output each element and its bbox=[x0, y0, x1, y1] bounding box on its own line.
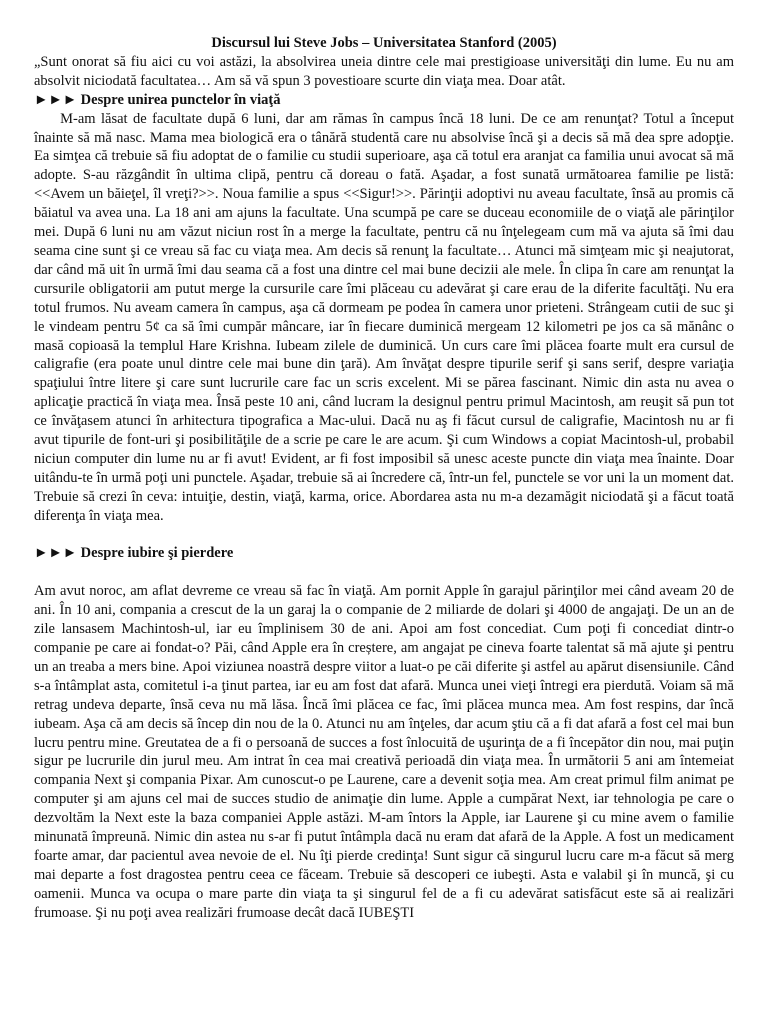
paragraph-spacer bbox=[34, 563, 734, 582]
document-title: Discursul lui Steve Jobs – Universitatea Stanford (2005) bbox=[211, 35, 557, 51]
intro-paragraph: „Sunt onorat să fiu aici cu voi astăzi, la absolvirea uneia dintre cele mai prestigioase universităţi din lume. Eu nu am absolvit niciodată facultatea… Am să vă spun 3 povestioare scurte din viaţa mea. Doar atât. bbox=[34, 53, 734, 89]
section-body-connecting-dots: M-am lăsat de facultate după 6 luni, dar am rămas în campus încă 18 luni. De ce am renunţat? Totul a început înainte să mă nasc. Mama mea biologică era o tânără studentă care nu absolvise încă şi a decis să mă dea spre adopţie. Ea simţea că trebuie să fiu adoptat de o familie cu studii superioare, aşa că totul era aranjat ca familia unui avocat să mă adopte. S-au răzgândit în ultima clipă, pentru că doreau o fată. Aşadar, a fost sunată următoarea familie pe listă: <<Avem un băieţel, îl vreţi?>>. Noua familie a spus <<Sigur!>>. Părinţii adoptivi nu aveau facultate, însă au promis că băiatul va avea una. La 18 ani am ajuns la facultate. Una scumpă pe care se duceau economiile de o viaţă ale părinţilor mei. După 6 luni nu am văzut niciun rost în a merge la facultate, pentru că nu înţelegeam cum mă va ajuta să îmi dau seama cine sunt şi ce vreau să fac cu viaţa mea. Am decis să renunţ la facultate… Atunci mă simţeam mic şi neajutorat, dar când mă uit în urmă îmi dau seama că a fost una dintre cel mai bune decizii ale mele. În clipa în care am renunţat la cursurile obligatorii am putut merge la cursurile care îmi plăceau cu adevărat şi care erau de la diferite facultăţi. Nu era totul frumos. Nu aveam camera în campus, aşa că dormeam pe podea în camera unor prieteni. Strângeam cutii de suc şi le vindeam pentru 5¢ ca să îmi cumpăr mâncare, iar în fiecare duminică mergeam 12 kilometri pe jos ca să mănânc o masă copioasă la templul Hare Krishna. Iubeam zilele de duminică. Un curs care îmi plăcea foarte mult era cursul de caligrafie (era poate unul dintre cele mai bune din ţară). Am învăţat despre tipurile serif şi sans serif, despre variaţia spaţiului între litere şi care sunt lucrurile care fac un scris excelent. Mi se părea fascinant. Nimic din asta nu avea o aplicaţie practică în viaţa mea. Însă peste 10 ani, când lucram la designul pentru primul Macintosh, am reuşit să pun tot ce învăţasem atunci în arhitectura tipografica a Mac-ului. Dacă nu aş fi făcut cursul de caligrafie, Macintosh nu ar fi avut tipurile de font-uri şi posibilităţile de a scrie pe care le are acum. Şi cum Windows a copiat Macintosh-ul, probabil niciun computer din lume nu ar fi avut! Evident, ar fi fost imposibil să unesc aceste puncte din viaţa mea înainte. Doar uitându-te în urmă poţi uni punctele. Aşadar, trebuie să ai încredere că, într-un fel, punctele se vor uni la un moment dat. Trebuie să crezi în ceva: intuiţie, destin, viaţă, karma, orice. Abordarea asta nu m-a dezamăgit niciodată şi a făcut toată diferenţa în viaţa mea. bbox=[34, 110, 734, 524]
paragraph-spacer bbox=[34, 526, 734, 545]
section-heading-love-and-loss: ►►► Despre iubire şi pierdere bbox=[34, 545, 234, 562]
section-heading-connecting-dots: ►►► Despre unirea punctelor în viaţă bbox=[34, 91, 281, 108]
section-body-love-and-loss: Am avut noroc, am aflat devreme ce vreau să fac în viaţă. Am pornit Apple în garajul părinţilor mei când aveam 20 de ani. În 10 ani, compania a crescut de la un garaj la o companie de 2 miliarde de dolari şi 4000 de angajaţi. De un an de zile lansasem Machintosh-ul, iar eu împlinisem 30 de ani. Apoi am fost concediat. Cum poţi fi concediat dintr-o companie pe care ai fondat-o? Păi, când Apple era în creștere, am angajat pe cineva foarte talentat să mă ajute şi pentru un an treaba a mers bine. Apoi viziunea noastră despre viitor a luat-o pe căi diferite şi astfel au apărut disensiunile. Când s-a întâmplat asta, comitetul i-a ţinut partea, iar eu am fost dat afară. Munca unei vieţi întregi era pierdută. Voiam să mă retrag undeva departe, însă ceva nu mă lăsa. Încă îmi plăcea ce fac, îmi plăcea munca mea. Am fost respins, dar încă iubeam. Aşa că am decis să încep din nou de la 0. Atunci nu am înţeles, dar acum ştiu că a fi dat afară a fost cel mai bun lucru pentru mine. Greutatea de a fi o persoană de succes a fost înlocuită de uşurinţa de a fi începător din nou, mai puţin sigur pe lucrurile din jurul meu. Am intrat în cea mai creativă perioadă din viaţa mea. În următorii 5 ani am întemeiat compania Next şi compania Pixar. Am cunoscut-o pe Laurene, care a devenit soţia mea. Am creat primul film animat pe computer şi am ajuns cel mai de succes studio de animaţie din lume. Apple a cumpărat Next, iar tehnologia pe care o dezvoltăm la Next este la baza companiei Apple astăzi. M-am întors la Apple, iar Laurene şi cu mine avem o familie minunată împreună. Nimic din astea nu s-ar fi putut întâmpla dacă nu eram dat afară de la Apple. A fost un medicament foarte amar, dar pacientul avea nevoie de el. Nu îţi pierde credinţa! Sunt sigur că singurul lucru care m-a făcut să merg mai departe a fost dragostea pentru ceea ce făceam. Trebuie să descoperi ce iubeşti. Asta e valabil şi în muncă, şi cu oamenii. Munca va ocupa o mare parte din viaţa ta şi singurul fel de a fi cu adevărat satisfăcut este să ai realizări frumoase. Şi nu poţi avea realizări frumoase decât dacă IUBEŞTI bbox=[34, 583, 734, 921]
